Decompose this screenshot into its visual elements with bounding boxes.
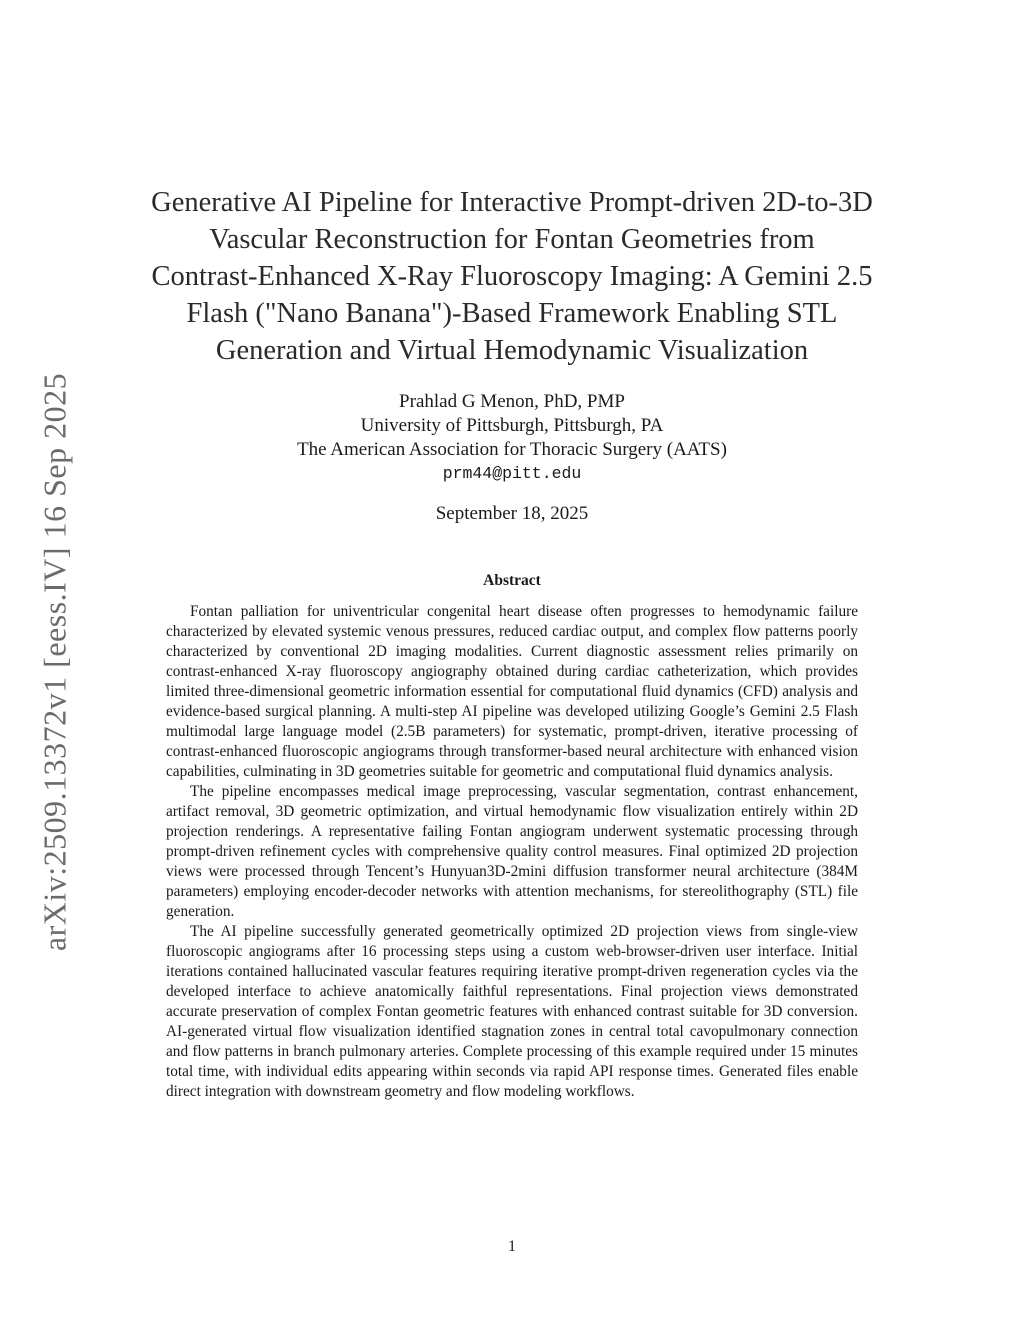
title-line-4: Flash ("Nano Banana")-Based Framework Enabling STL xyxy=(186,298,838,329)
author-name: Prahlad G Menon, PhD, PMP xyxy=(399,391,625,412)
author-affiliation-association: The American Association for Thoracic Surgery (AATS) xyxy=(297,439,727,460)
title-line-3: Contrast-Enhanced X-Ray Fluoroscopy Imaging: A Gemini 2.5 xyxy=(151,261,873,292)
page-number: 1 xyxy=(508,1238,516,1255)
paper-date: September 18, 2025 xyxy=(435,503,589,524)
abstract-paragraph-3: The AI pipeline successfully generated geometrically optimized 2D projection views from single-view fluoroscopic angiograms after 16 processing steps using a custom web-browser-driven user interface. Initial iterations contained hallucinated vascular features requiring iterative prompt-driven regeneration cycles via the developed interface to achieve anatomically faithful representations. Final projection views demonstrated accurate preservation of complex Fontan geometric features with enhanced contrast suitable for 3D conversion. AI-generated virtual flow visualization identified stagnation zones in central total cavopulmonary connection and flow patterns in branch pulmonary arteries. Complete processing of this example required under 15 minutes total time, with individual edits appearing within seconds via rapid API response times. Generated files enable direct integration with downstream geometry and flow modeling workflows. xyxy=(166,923,858,1100)
author-block xyxy=(162,390,862,486)
title-line-5: Generation and Virtual Hemodynamic Visualization xyxy=(215,335,809,366)
abstract-paragraph-2: The pipeline encompasses medical image preprocessing, vascular segmentation, contrast enhancement, artifact removal, 3D geometric optimization, and virtual hemodynamic flow visualization entirely within 2D projection renderings. A representative failing Fontan angiogram underwent systematic processing through prompt-driven refinement cycles with comprehensive quality control measures. Final optimized 2D projection views were processed through Tencent’s Hunyuan3D-2mini diffusion transformer neural architecture (384M parameters) employing encoder-decoder networks with attention mechanisms, for stereolithography (STL) file generation. xyxy=(166,783,858,920)
paper-title xyxy=(118,184,906,369)
title-line-2: Vascular Reconstruction for Fontan Geometries from xyxy=(209,224,815,255)
title-line-1: Generative AI Pipeline for Interactive Prompt-driven 2D-to-3D xyxy=(151,187,873,218)
arxiv-identifier-stamp: arXiv:2509.13372v1 [eess.IV] 16 Sep 2025 xyxy=(36,372,73,952)
author-affiliation-university: University of Pittsburgh, Pittsburgh, PA xyxy=(360,415,664,436)
abstract-body xyxy=(166,602,858,1102)
abstract-paragraph-1: Fontan palliation for univentricular congenital heart disease often progresses to hemodynamic failure characterized by elevated systemic venous pressures, reduced cardiac output, and complex flow patterns poorly characterized by conventional 2D imaging modalities. Current diagnostic assessment relies primarily on contrast-enhanced X-ray fluoroscopy angiography obtained during cardiac catheterization, which provides limited three-dimensional geometric information essential for computational fluid dynamics (CFD) analysis and evidence-based surgical planning. A multi-step AI pipeline was developed utilizing Google’s Gemini 2.5 Flash multimodal large language model (2.5B parameters) for systematic, prompt-driven, iterative processing of contrast-enhanced fluoroscopic angiograms through transformer-based neural architecture with enhanced vision capabilities, culminating in 3D geometries suitable for geometric and computational fluid dynamics analysis. xyxy=(166,603,858,780)
abstract-heading: Abstract xyxy=(483,572,541,589)
author-email[interactable]: prm44@pitt.edu xyxy=(442,464,582,483)
